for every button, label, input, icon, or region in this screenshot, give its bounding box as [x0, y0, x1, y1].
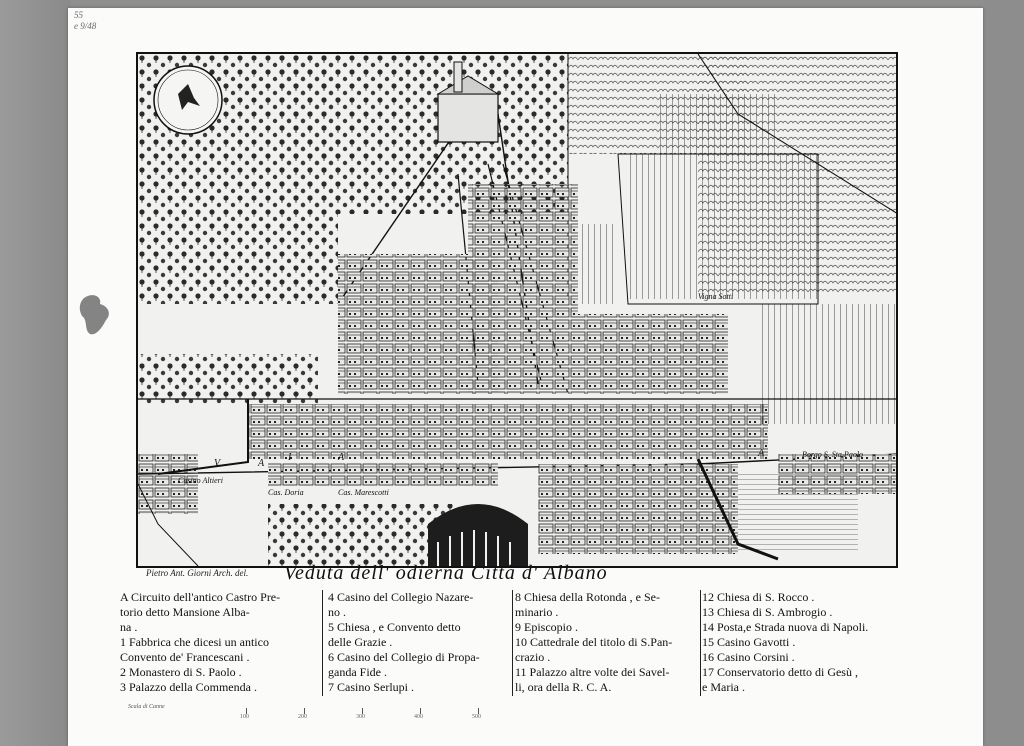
map-drawing	[138, 54, 896, 566]
legend-line: crazio .	[515, 650, 551, 664]
legend	[120, 590, 910, 700]
legend-line: delle Grazie .	[328, 635, 393, 649]
ink-stain	[78, 290, 118, 340]
corner-note-1: 55	[74, 10, 83, 20]
scale-tick-label: 400	[414, 714, 423, 720]
borgo-block	[778, 454, 896, 494]
legend-column-2	[328, 590, 518, 695]
town-block-east	[578, 314, 728, 394]
cathedral-north	[438, 94, 498, 142]
map-engraving	[136, 52, 898, 568]
legend-line: 2 Monastero di S. Paolo .	[120, 665, 242, 679]
engraver-credit: Pietro Ant. Giorni Arch. del.	[146, 568, 249, 578]
legend-divider	[700, 590, 701, 696]
label-a-center: A	[338, 452, 345, 463]
label-casino-altieri: Casino Altieri	[178, 476, 223, 485]
scale-tick-label: 500	[472, 714, 481, 720]
legend-line: 1 Fabbrica che dicesi un antico	[120, 635, 269, 649]
label-vigna-sotti: Vigna Sotti	[698, 292, 734, 301]
orchard-west	[138, 354, 318, 404]
legend-line: no .	[328, 605, 346, 619]
legend-line: li, ora della R. C. A.	[515, 680, 612, 694]
scale-tick-label: 200	[298, 714, 307, 720]
label-casino-doria: Cas. Doria	[268, 488, 304, 497]
legend-line: 5 Chiesa , e Convento detto	[328, 620, 461, 634]
corner-notes	[74, 10, 134, 32]
legend-column-4	[702, 590, 912, 695]
legend-line: Convento de' Francescani .	[120, 650, 250, 664]
legend-line: 6 Casino del Collegio di Propa-	[328, 650, 480, 664]
legend-line: 4 Casino del Collegio Nazare-	[328, 590, 474, 604]
vineyard-upper	[658, 94, 778, 154]
vineyard-east	[758, 304, 896, 424]
label-a-west: A	[258, 458, 265, 469]
town-south-row	[268, 462, 498, 486]
legend-line: 8 Chiesa della Rotonda , e Se-	[515, 590, 660, 604]
label-a-east: A	[758, 448, 765, 459]
vineyard-strip	[578, 224, 618, 304]
town-main-row	[248, 404, 768, 459]
legend-line: 3 Palazzo della Commenda .	[120, 680, 257, 694]
label-i: I	[288, 452, 292, 463]
scale-tick-label: 100	[240, 714, 249, 720]
map-title: Veduta dell' odierna Città d' Albano	[284, 562, 608, 584]
scale-tick-label: 300	[356, 714, 365, 720]
corner-note-2: e 9/48	[74, 21, 97, 31]
legend-line: torio detto Mansione Alba-	[120, 605, 250, 619]
vineyard-sotti	[628, 154, 818, 299]
legend-line: 14 Posta,e Strada nuova di Napoli.	[702, 620, 869, 634]
legend-line: 17 Conservatorio detto di Gesù ,	[702, 665, 858, 679]
legend-line: 16 Casino Corsini .	[702, 650, 795, 664]
legend-line: 13 Chiesa di S. Ambrogio .	[702, 605, 833, 619]
legend-line: na .	[120, 620, 138, 634]
legend-line: 7 Casino Serlupi .	[328, 680, 414, 694]
town-block-center	[468, 184, 578, 394]
legend-line: 11 Palazzo altre volte dei Savel-	[515, 665, 670, 679]
legend-divider	[322, 590, 323, 696]
background-left	[0, 0, 70, 746]
legend-column-1	[120, 590, 330, 695]
label-casino-marescotti: Cas. Marescotti	[338, 488, 389, 497]
legend-line: 15 Casino Gavotti .	[702, 635, 796, 649]
label-via: V	[214, 458, 221, 469]
legend-line: A Circuito dell'antico Castro Pre-	[120, 590, 281, 604]
legend-divider	[512, 590, 513, 696]
scale-note: Scala di Canne	[128, 704, 165, 710]
legend-line: 12 Chiesa di S. Rocco .	[702, 590, 815, 604]
legend-line: minario .	[515, 605, 559, 619]
legend-column-3	[515, 590, 705, 695]
legend-line: 10 Cattedrale del titolo di S.Pan-	[515, 635, 673, 649]
label-borgo: Borgo S. Sta Paolo	[802, 450, 864, 459]
background-right	[985, 0, 1024, 746]
legend-line: 9 Episcopio .	[515, 620, 578, 634]
legend-line: e Maria .	[702, 680, 745, 694]
legend-line: ganda Fide .	[328, 665, 387, 679]
scale-bar	[128, 700, 508, 722]
